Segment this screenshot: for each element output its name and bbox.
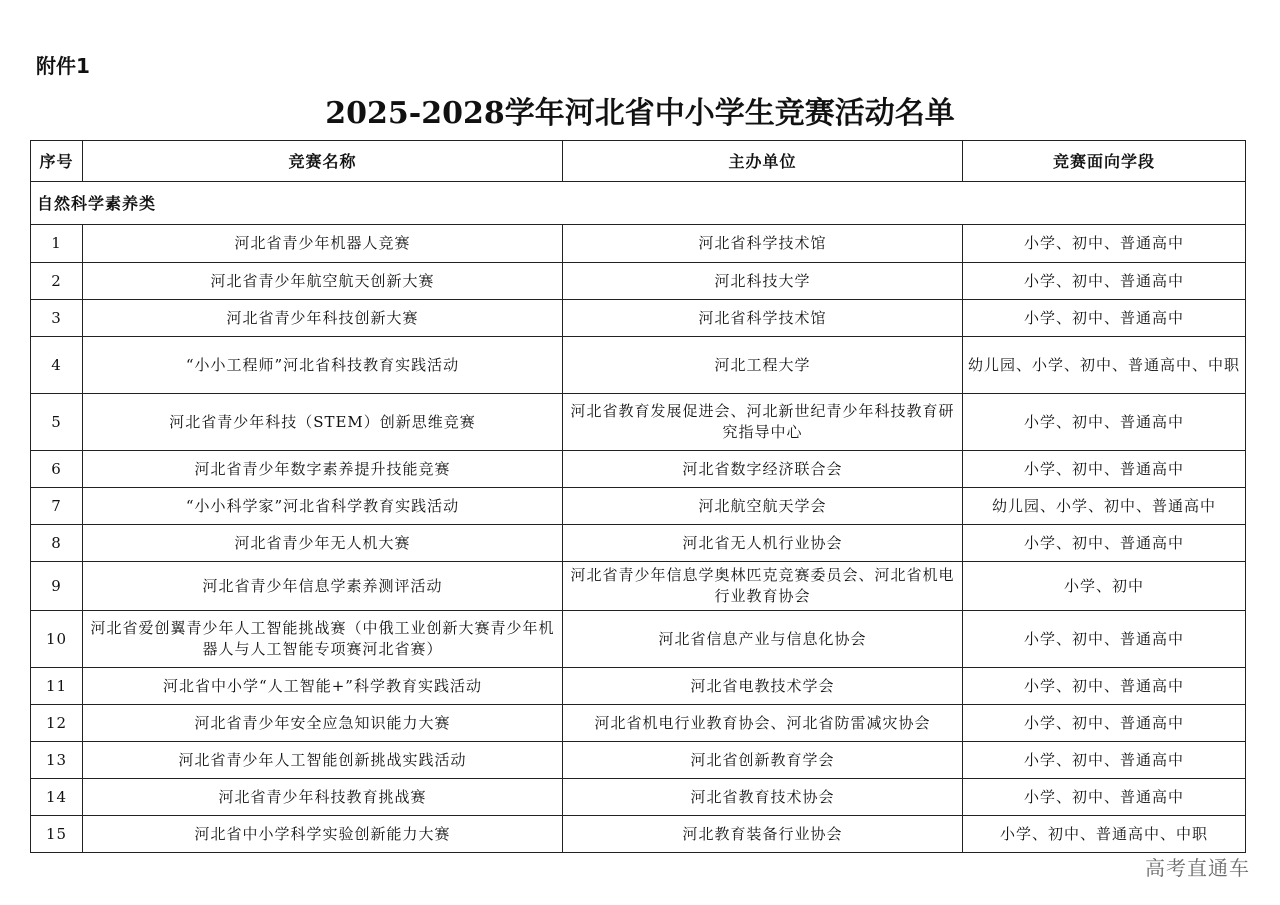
cell-school-stage: 小学、初中、普通高中	[963, 525, 1246, 562]
cell-competition-name: 河北省爱创翼青少年人工智能挑战赛（中俄工业创新大赛青少年机器人与人工智能专项赛河北省赛）	[83, 611, 563, 668]
cell-organizer: 河北省数字经济联合会	[563, 451, 963, 488]
cell-competition-name: 河北省青少年机器人竞赛	[83, 225, 563, 263]
cell-competition-name: “小小科学家”河北省科学教育实践活动	[83, 488, 563, 525]
cell-competition-name: 河北省青少年无人机大赛	[83, 525, 563, 562]
table-row	[31, 225, 1246, 263]
cell-no: 7	[31, 488, 83, 525]
cell-organizer: 河北省科学技术馆	[563, 225, 963, 263]
cell-no: 13	[31, 742, 83, 779]
cell-no: 6	[31, 451, 83, 488]
cell-school-stage: 小学、初中、普通高中	[963, 451, 1246, 488]
cell-competition-name: 河北省青少年安全应急知识能力大赛	[83, 705, 563, 742]
cell-organizer: 河北教育装备行业协会	[563, 816, 963, 853]
cell-competition-name: 河北省青少年人工智能创新挑战实践活动	[83, 742, 563, 779]
cell-competition-name: 河北省中小学科学实验创新能力大赛	[83, 816, 563, 853]
cell-organizer: 河北省创新教育学会	[563, 742, 963, 779]
cell-no: 11	[31, 668, 83, 705]
cell-no: 2	[31, 263, 83, 300]
table-row	[31, 816, 1246, 853]
table-row	[31, 705, 1246, 742]
cell-organizer: 河北工程大学	[563, 337, 963, 394]
header-org: 主办单位	[563, 141, 963, 182]
category-row	[31, 182, 1246, 225]
cell-school-stage: 幼儿园、小学、初中、普通高中、中职	[963, 337, 1246, 394]
cell-school-stage: 小学、初中、普通高中	[963, 779, 1246, 816]
cell-organizer: 河北省无人机行业协会	[563, 525, 963, 562]
header-stage: 竞赛面向学段	[963, 141, 1246, 182]
cell-organizer: 河北省电教技术学会	[563, 668, 963, 705]
cell-no: 3	[31, 300, 83, 337]
competition-table	[30, 140, 1246, 853]
cell-competition-name: 河北省中小学“人工智能+”科学教育实践活动	[83, 668, 563, 705]
table-row	[31, 779, 1246, 816]
cell-school-stage: 小学、初中、普通高中	[963, 611, 1246, 668]
header-no: 序号	[31, 141, 83, 182]
cell-competition-name: “小小工程师”河北省科技教育实践活动	[83, 337, 563, 394]
cell-organizer: 河北省教育技术协会	[563, 779, 963, 816]
table-row	[31, 337, 1246, 394]
cell-no: 15	[31, 816, 83, 853]
cell-competition-name: 河北省青少年科技创新大赛	[83, 300, 563, 337]
cell-school-stage: 小学、初中、普通高中	[963, 394, 1246, 451]
cell-school-stage: 小学、初中、普通高中、中职	[963, 816, 1246, 853]
cell-school-stage: 幼儿园、小学、初中、普通高中	[963, 488, 1246, 525]
cell-school-stage: 小学、初中、普通高中	[963, 668, 1246, 705]
cell-organizer: 河北省教育发展促进会、河北新世纪青少年科技教育研究指导中心	[563, 394, 963, 451]
cell-school-stage: 小学、初中、普通高中	[963, 300, 1246, 337]
table-row	[31, 742, 1246, 779]
cell-school-stage: 小学、初中	[963, 562, 1246, 611]
cell-no: 5	[31, 394, 83, 451]
table-row	[31, 300, 1246, 337]
table-row	[31, 611, 1246, 668]
cell-no: 14	[31, 779, 83, 816]
cell-competition-name: 河北省青少年信息学素养测评活动	[83, 562, 563, 611]
table-row	[31, 668, 1246, 705]
cell-competition-name: 河北省青少年科技（STEM）创新思维竞赛	[83, 394, 563, 451]
cell-organizer: 河北省科学技术馆	[563, 300, 963, 337]
table-row	[31, 562, 1246, 611]
cell-competition-name: 河北省青少年科技教育挑战赛	[83, 779, 563, 816]
table-header-row	[31, 141, 1246, 182]
table-row	[31, 394, 1246, 451]
cell-no: 4	[31, 337, 83, 394]
table-row	[31, 451, 1246, 488]
category-label: 自然科学素养类	[31, 182, 1246, 225]
cell-school-stage: 小学、初中、普通高中	[963, 225, 1246, 263]
cell-competition-name: 河北省青少年航空航天创新大赛	[83, 263, 563, 300]
cell-organizer: 河北省青少年信息学奥林匹克竞赛委员会、河北省机电行业教育协会	[563, 562, 963, 611]
cell-school-stage: 小学、初中、普通高中	[963, 263, 1246, 300]
table-row	[31, 525, 1246, 562]
cell-no: 9	[31, 562, 83, 611]
cell-no: 8	[31, 525, 83, 562]
header-name: 竞赛名称	[83, 141, 563, 182]
cell-school-stage: 小学、初中、普通高中	[963, 742, 1246, 779]
cell-organizer: 河北省机电行业教育协会、河北省防雷减灾协会	[563, 705, 963, 742]
cell-organizer: 河北科技大学	[563, 263, 963, 300]
cell-organizer: 河北航空航天学会	[563, 488, 963, 525]
attachment-label: 附件1	[36, 54, 90, 78]
cell-school-stage: 小学、初中、普通高中	[963, 705, 1246, 742]
table-row	[31, 488, 1246, 525]
cell-competition-name: 河北省青少年数字素养提升技能竞赛	[83, 451, 563, 488]
cell-no: 12	[31, 705, 83, 742]
cell-no: 1	[31, 225, 83, 263]
watermark-text: 高考直通车	[1145, 856, 1250, 880]
document-title: 2025-2028学年河北省中小学生竞赛活动名单	[325, 96, 955, 131]
cell-organizer: 河北省信息产业与信息化协会	[563, 611, 963, 668]
table-row	[31, 263, 1246, 300]
cell-no: 10	[31, 611, 83, 668]
